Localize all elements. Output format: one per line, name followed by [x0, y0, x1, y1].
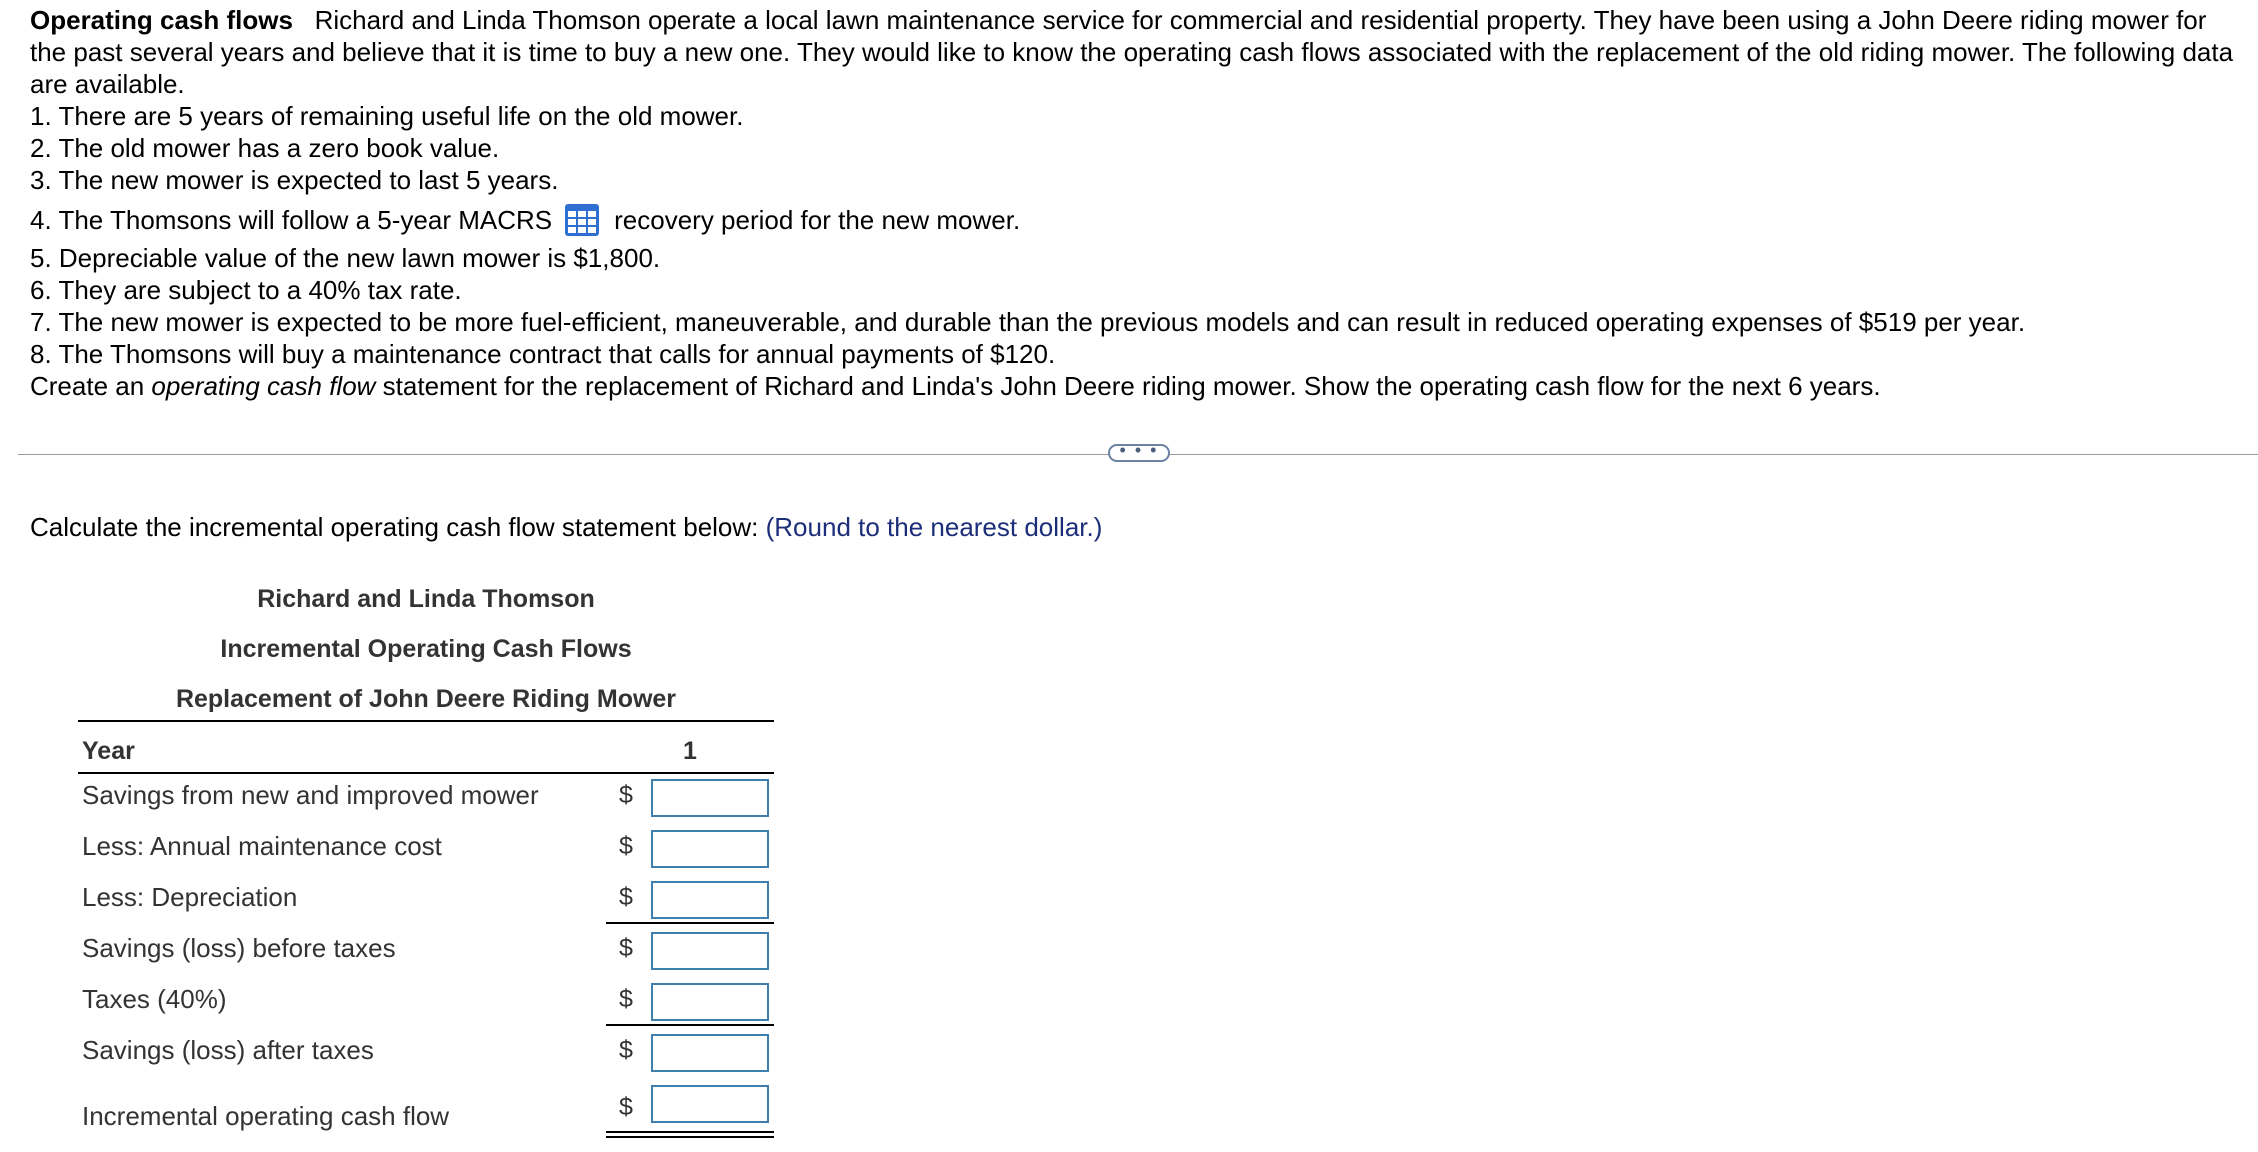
input-after-taxes[interactable]	[653, 1036, 767, 1070]
instruction-line	[30, 511, 1102, 543]
data-item-6: 6. They are subject to a 40% tax rate.	[30, 275, 462, 305]
problem-intro-text: Richard and Linda Thomson operate a local lawn maintenance service for commercial and residential property. They have been using a John Deere riding mower for the past several years and believe that it is time to buy a new one. They would like to know the operating cash flows associated with the replacement of the old riding mower. The following data are available.	[30, 5, 2234, 99]
row-label-savings: Savings from new and improved mower	[82, 780, 539, 810]
problem-intro	[30, 4, 2245, 100]
answer-box-depreciation[interactable]	[651, 881, 769, 919]
expand-more-button[interactable]: • • •	[1108, 444, 1170, 462]
currency-sign: $	[619, 1093, 633, 1121]
data-item-4	[30, 198, 2245, 242]
input-taxes[interactable]	[653, 985, 767, 1019]
subtotal-rule	[606, 922, 774, 924]
answer-box-after-taxes[interactable]	[651, 1034, 769, 1072]
data-item-1: 1. There are 5 years of remaining useful life on the old mower.	[30, 101, 744, 131]
closing-pre: Create an	[30, 371, 152, 401]
input-savings[interactable]	[653, 781, 767, 815]
closing-instruction	[30, 370, 2245, 402]
total-double-rule-2	[606, 1136, 774, 1138]
data-item-2: 2. The old mower has a zero book value.	[30, 133, 500, 163]
data-item-3: 3. The new mower is expected to last 5 years.	[30, 165, 559, 195]
answer-box-savings[interactable]	[651, 779, 769, 817]
year-column-1: 1	[683, 737, 697, 765]
input-maintenance[interactable]	[653, 832, 767, 866]
macrs-text-before: 4. The Thomsons will follow a 5-year MACRS	[30, 205, 553, 235]
header-rule-bottom	[78, 772, 774, 774]
row-label-maintenance: Less: Annual maintenance cost	[82, 831, 442, 861]
row-label-depreciation: Less: Depreciation	[82, 882, 298, 912]
row-label-taxes: Taxes (40%)	[82, 984, 227, 1014]
currency-sign: $	[619, 832, 633, 860]
answer-box-before-taxes[interactable]	[651, 932, 769, 970]
input-operating-cash-flow[interactable]	[653, 1087, 767, 1121]
data-item-5: 5. Depreciable value of the new lawn mower is $1,800.	[30, 243, 661, 273]
input-before-taxes[interactable]	[653, 934, 767, 968]
total-double-rule-1	[606, 1131, 774, 1133]
currency-sign: $	[619, 985, 633, 1013]
closing-post: statement for the replacement of Richard and Linda's John Deere riding mower. Show the operating cash flow for the next 6 years.	[375, 371, 1881, 401]
row-label-operating-cash-flow: Incremental operating cash flow	[82, 1101, 450, 1131]
statement-heading-subtitle: Replacement of John Deere Riding Mower	[175, 685, 677, 713]
table-icon[interactable]	[564, 203, 600, 237]
problem-statement	[30, 4, 2245, 402]
problem-title: Operating cash flows	[30, 5, 293, 35]
row-label-before-taxes: Savings (loss) before taxes	[82, 933, 396, 963]
statement-heading-title: Incremental Operating Cash Flows	[220, 635, 632, 663]
answer-box-maintenance[interactable]	[651, 830, 769, 868]
data-item-8: 8. The Thomsons will buy a maintenance contract that calls for annual payments of $120.	[30, 339, 1056, 369]
answer-box-taxes[interactable]	[651, 983, 769, 1021]
row-label-after-taxes: Savings (loss) after taxes	[82, 1035, 374, 1065]
currency-sign: $	[619, 781, 633, 809]
closing-italic: operating cash flow	[151, 371, 376, 401]
currency-sign: $	[619, 1036, 633, 1064]
year-header-label: Year	[82, 737, 135, 765]
header-rule-top	[78, 720, 774, 722]
macrs-text-after: recovery period for the new mower.	[614, 205, 1021, 235]
currency-sign: $	[619, 934, 633, 962]
answer-box-operating-cash-flow[interactable]	[651, 1085, 769, 1123]
statement-heading-company: Richard and Linda Thomson	[257, 585, 595, 613]
currency-sign: $	[619, 883, 633, 911]
rounding-hint: (Round to the nearest dollar.)	[765, 512, 1103, 542]
subtotal-rule	[606, 1024, 774, 1026]
instruction-text: Calculate the incremental operating cash flow statement below:	[30, 512, 766, 542]
input-depreciation[interactable]	[653, 883, 767, 917]
data-item-7: 7. The new mower is expected to be more fuel-efficient, maneuverable, and durable than the previous models and can result in reduced operating expenses of $519 per year.	[30, 307, 2026, 337]
